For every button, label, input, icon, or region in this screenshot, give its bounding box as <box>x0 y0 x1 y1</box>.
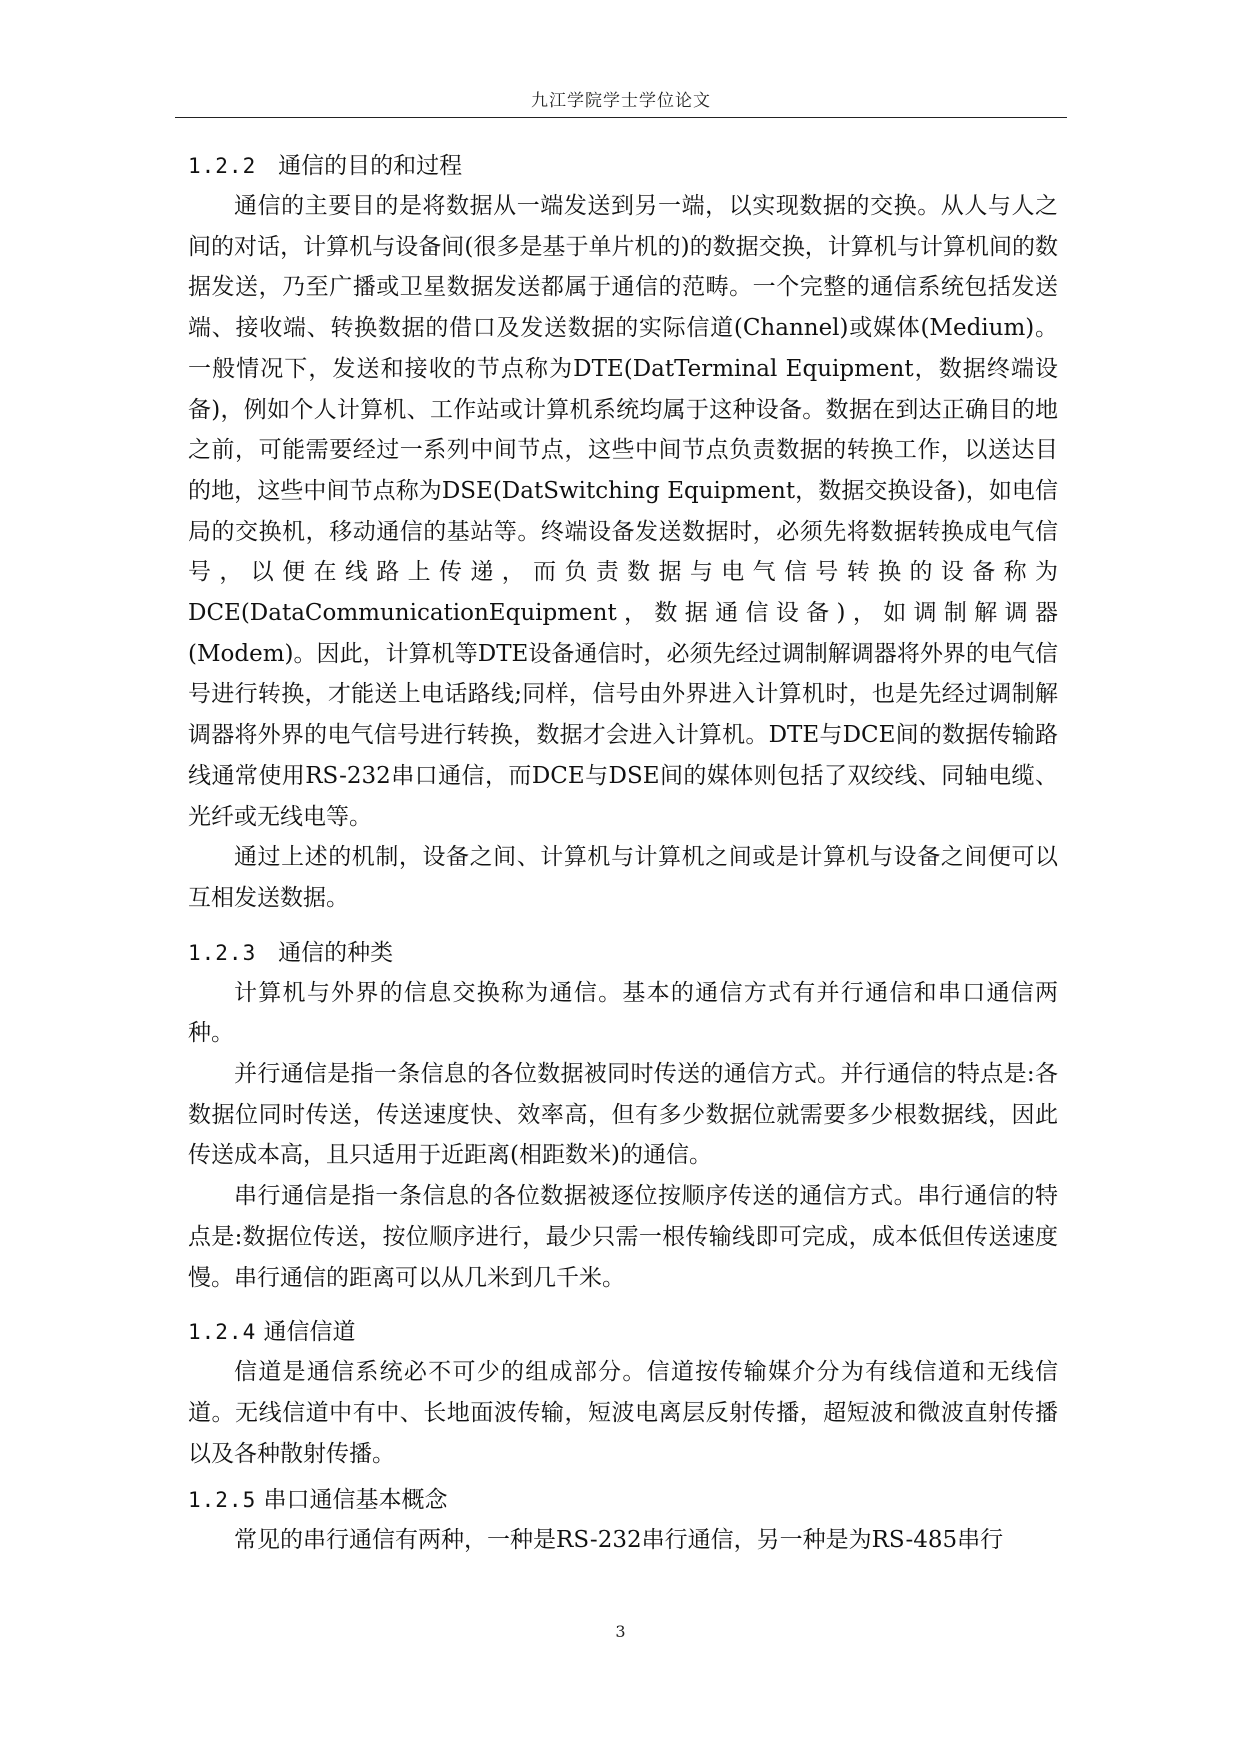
section-heading-1-2-5 <box>188 1480 1058 1520</box>
page-body <box>188 146 1058 1561</box>
section-number: 1.2.3 <box>188 940 257 965</box>
page-number: 3 <box>615 1622 626 1641</box>
body-paragraph: 并行通信是指一条信息的各位数据被同时传送的通信方式。并行通信的特点是:各数据位同时传送，传送速度快、效率高，但有多少数据位就需要多少根数据线，因此传送成本高，且只适用于近距离(相距数米)的通信。 <box>188 1061 1058 1169</box>
section-title: 通信信道 <box>263 1319 356 1346</box>
section-heading-1-2-2 <box>188 146 1058 186</box>
body-paragraph: 计算机与外界的信息交换称为通信。基本的通信方式有并行通信和串口通信两种。 <box>188 979 1058 1047</box>
section-number: 1.2.4 <box>188 1320 257 1345</box>
header-divider <box>175 117 1067 118</box>
section-heading-1-2-4 <box>188 1312 1058 1352</box>
spacer <box>188 919 1058 933</box>
running-header: 九江学院学士学位论文 <box>531 91 711 111</box>
section-title: 串口通信基本概念 <box>263 1487 448 1514</box>
section-number: 1.2.5 <box>188 1488 257 1513</box>
section-heading-1-2-3 <box>188 933 1058 973</box>
spacer <box>188 1298 1058 1312</box>
body-paragraph: 串行通信是指一条信息的各位数据被逐位按顺序传送的通信方式。串行通信的特点是:数据位传送，按位顺序进行，最少只需一根传输线即可完成，成本低但传送速度慢。串行通信的距离可以从几米到几千米。 <box>188 1183 1058 1291</box>
body-paragraph: 通过上述的机制，设备之间、计算机与计算机之间或是计算机与设备之间便可以互相发送数据。 <box>188 844 1058 911</box>
section-title: 通信的目的和过程 <box>278 153 463 179</box>
section-number: 1.2.2 <box>188 154 257 178</box>
body-paragraph: 通信的主要目的是将数据从一端发送到另一端，以实现数据的交换。从人与人之间的对话，计算机与设备间(很多是基于单片机的)的数据交换，计算机与计算机间的数据发送，乃至广播或卫星数据发送都属于通信的范畴。一个完整的通信系统包括发送端、接收端、转换数据的借口及发送数据的实际信道(Channel)或媒体(Medium)。一般情况下，发送和接收的节点称为DTE(DatTerminal Equipment，数据终端设备)，例如个人计算机、工作站或计算机系统均属于这种设备。数据在到达正确目的地之前，可能需要经过一系列中间节点，这些中间节点负责数据的转换工作，以送达目的地，这些中间节点称为DSE(DatSwitching Equipment，数据交换设备)，如电信局的交换机，移动通信的基站等。终端设备发送数据时，必须先将数据转换成电气信号，以便在线路上传递，而负责数据与电气信号转换的设备称为DCE(DataCommunicationEquipment，数据通信设备)，如调制解调器(Modem)。因此，计算机等DTE设备通信时，必须先经过调制解调器将外界的电气信号进行转换，才能送上电话路线;同样，信号由外界进入计算机时，也是先经过调制解调器将外界的电气信号进行转换，数据才会进入计算机。DTE与DCE间的数据传输路线通常使用RS-232串口通信，而DCE与DSE间的媒体则包括了双绞线、同轴电缆、光纤或无线电等。 <box>188 193 1058 830</box>
body-paragraph: 常见的串行通信有两种，一种是RS-232串行通信，另一种是为RS-485串行 <box>234 1527 1004 1554</box>
section-title: 通信的种类 <box>278 939 394 966</box>
body-paragraph: 信道是通信系统必不可少的组成部分。信道按传输媒介分为有线信道和无线信道。无线信道中有中、长地面波传输，短波电离层反射传播，超短波和微波直射传播以及各种散射传播。 <box>188 1359 1058 1467</box>
